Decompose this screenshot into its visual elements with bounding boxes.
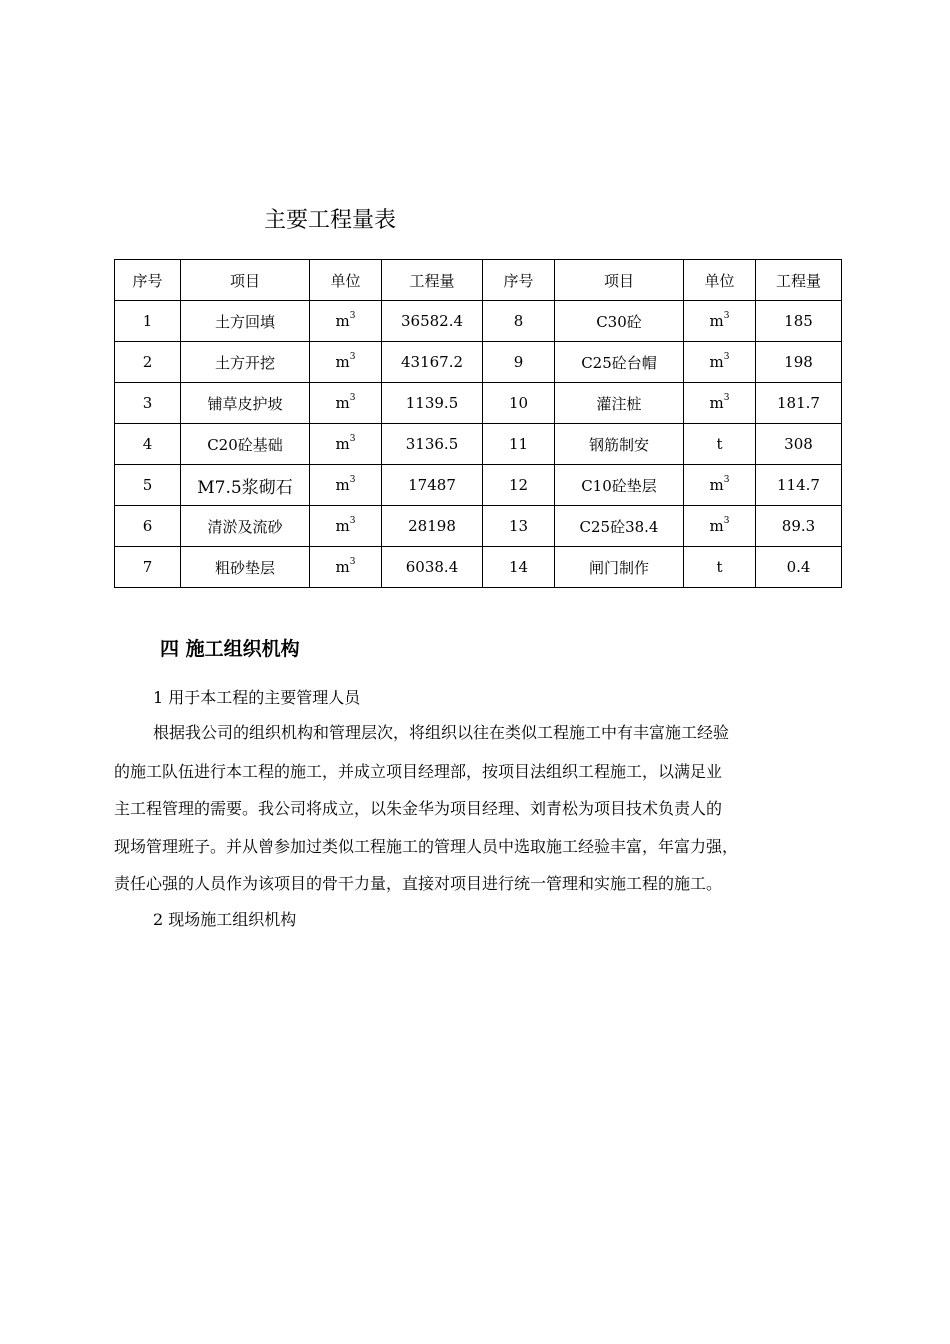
cell-qty: 6038.4 [382, 547, 483, 588]
cell-item: M7.5浆砌石 [181, 465, 310, 506]
table-row [115, 424, 842, 465]
cell-no: 10 [483, 383, 555, 424]
cell-qty: 28198 [382, 506, 483, 547]
cell-item: C20砼基础 [181, 424, 310, 465]
cell-no: 11 [483, 424, 555, 465]
cell-no: 8 [483, 301, 555, 342]
cell-unit: $m^3$ [310, 383, 382, 424]
cell-no: 1 [115, 301, 181, 342]
cell-unit: $m^3$ [310, 342, 382, 383]
cell-no: 6 [115, 506, 181, 547]
cell-item: 土方开挖 [181, 342, 310, 383]
cell-no: 3 [115, 383, 181, 424]
cell-no: 2 [115, 342, 181, 383]
cell-qty: 308 [756, 424, 842, 465]
table-title: 主要工程量表 [264, 208, 397, 233]
cell-no: 5 [115, 465, 181, 506]
paragraph-line: 现场管理班子。并从曾参加过类似工程施工的管理人员中选取施工经验丰富，年富力强， [114, 837, 739, 856]
cell-qty: 185 [756, 301, 842, 342]
header-cell: 序号 [115, 260, 181, 301]
cell-qty: 17487 [382, 465, 483, 506]
header-cell: 工程量 [382, 260, 483, 301]
cell-qty: 181.7 [756, 383, 842, 424]
cell-unit: $m^3$ [310, 301, 382, 342]
cell-unit: $m^3$ [684, 465, 756, 506]
cell-item: 粗砂垫层 [181, 547, 310, 588]
cell-qty: 198 [756, 342, 842, 383]
cell-no: 14 [483, 547, 555, 588]
cell-unit: $m^3$ [684, 383, 756, 424]
cell-qty: 36582.4 [382, 301, 483, 342]
cell-item: C25砼台帽 [555, 342, 684, 383]
cell-unit: $m^3$ [310, 506, 382, 547]
paragraph-line: 的施工队伍进行本工程的施工，并成立项目经理部，按项目法组织工程施工，以满足业 [114, 762, 723, 781]
header-cell: 单位 [684, 260, 756, 301]
paragraph-line: 主工程管理的需要。我公司将成立，以朱金华为项目经理、刘青松为项目技术负责人的 [114, 799, 723, 818]
cell-item: C25砼38.4 [555, 506, 684, 547]
section-heading: 四 施工组织机构 [160, 638, 300, 660]
cell-qty: 89.3 [756, 506, 842, 547]
cell-qty: 43167.2 [382, 342, 483, 383]
table-row [115, 506, 842, 547]
subheading-2: 2 现场施工组织机构 [153, 910, 297, 929]
paragraph-line: 责任心强的人员作为该项目的骨干力量，直接对项目进行统一管理和实施工程的施工。 [114, 874, 723, 893]
paragraph-line: 根据我公司的组织机构和管理层次，将组织以往在类似工程施工中有丰富施工经验 [153, 723, 730, 742]
subheading-1: 1 用于本工程的主要管理人员 [153, 688, 361, 707]
header-cell: 工程量 [756, 260, 842, 301]
cell-qty: 1139.5 [382, 383, 483, 424]
cell-qty: 114.7 [756, 465, 842, 506]
table-row [115, 342, 842, 383]
cell-no: 7 [115, 547, 181, 588]
cell-unit: $m^3$ [310, 547, 382, 588]
header-cell: 项目 [181, 260, 310, 301]
cell-qty: 3136.5 [382, 424, 483, 465]
cell-item: C10砼垫层 [555, 465, 684, 506]
cell-unit: $m^3$ [684, 506, 756, 547]
cell-item: 清淤及流砂 [181, 506, 310, 547]
quantity-table [114, 259, 842, 588]
header-cell: 序号 [483, 260, 555, 301]
table-row [115, 465, 842, 506]
header-cell: 单位 [310, 260, 382, 301]
cell-no: 9 [483, 342, 555, 383]
cell-qty: 0.4 [756, 547, 842, 588]
cell-item: 灌注桩 [555, 383, 684, 424]
table-row [115, 383, 842, 424]
cell-no: 13 [483, 506, 555, 547]
header-cell: 项目 [555, 260, 684, 301]
cell-item: 闸门制作 [555, 547, 684, 588]
table-row [115, 301, 842, 342]
cell-item: 钢筋制安 [555, 424, 684, 465]
table-row [115, 547, 842, 588]
table-header-row [115, 260, 842, 301]
cell-unit: $m^3$ [684, 301, 756, 342]
cell-no: 4 [115, 424, 181, 465]
cell-no: 12 [483, 465, 555, 506]
cell-unit: $m^3$ [310, 424, 382, 465]
cell-unit: t [684, 547, 756, 588]
cell-unit: $m^3$ [310, 465, 382, 506]
cell-unit: $m^3$ [684, 342, 756, 383]
cell-item: 土方回填 [181, 301, 310, 342]
cell-item: 铺草皮护坡 [181, 383, 310, 424]
cell-unit: t [684, 424, 756, 465]
cell-item: C30砼 [555, 301, 684, 342]
